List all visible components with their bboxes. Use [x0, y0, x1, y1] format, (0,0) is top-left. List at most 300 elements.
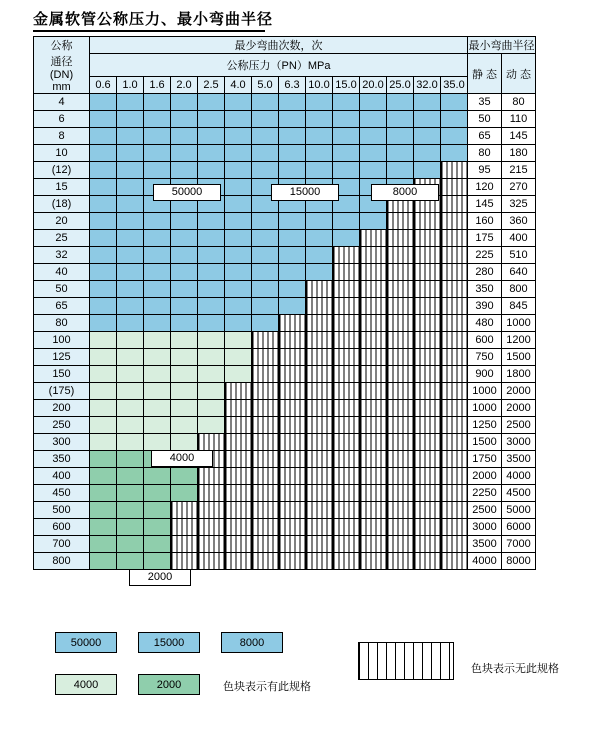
- grid-cell: [252, 468, 279, 485]
- grid-cell: [333, 468, 360, 485]
- legend-swatch-1: [138, 632, 200, 653]
- radius-static-cell: 280: [468, 264, 502, 281]
- grid-cell: [333, 485, 360, 502]
- grid-cell: [252, 298, 279, 315]
- radius-static-cell: 1000: [468, 400, 502, 417]
- legend-swatch-2: [221, 632, 283, 653]
- grid-cell: [171, 417, 198, 434]
- radius-dynamic-cell: 2000: [502, 400, 536, 417]
- grid-cell: [90, 468, 117, 485]
- dn-cell: (18): [34, 196, 90, 213]
- grid-cell: [225, 519, 252, 536]
- grid-cell: [306, 468, 333, 485]
- radius-static-cell: 3000: [468, 519, 502, 536]
- grid-cell: [171, 332, 198, 349]
- grid-cell: [414, 247, 441, 264]
- grid-cell: [117, 162, 144, 179]
- grid-cell: [360, 502, 387, 519]
- radius-dynamic-cell: 640: [502, 264, 536, 281]
- grid-cell: [414, 417, 441, 434]
- grid-cell: [144, 502, 171, 519]
- grid-cell: [90, 417, 117, 434]
- grid-cell: [252, 485, 279, 502]
- grid-cell: [198, 553, 225, 570]
- grid-cell: [414, 366, 441, 383]
- grid-cell: [279, 264, 306, 281]
- grid-cell: [171, 111, 198, 128]
- grid-cell: [441, 485, 468, 502]
- grid-cell: [225, 264, 252, 281]
- grid-cell: [279, 485, 306, 502]
- grid-cell: [441, 213, 468, 230]
- grid-cell: [306, 162, 333, 179]
- table-row: [34, 434, 536, 451]
- grid-cell: [306, 230, 333, 247]
- radius-dynamic-cell: 5000: [502, 502, 536, 519]
- grid-cell: [306, 400, 333, 417]
- pressure-values-row: [34, 77, 536, 94]
- radius-dynamic-cell: 2500: [502, 417, 536, 434]
- grid-cell: [90, 145, 117, 162]
- radius-dynamic-cell: 8000: [502, 553, 536, 570]
- grid-cell: [441, 349, 468, 366]
- grid-cell: [117, 230, 144, 247]
- grid-cell: [387, 451, 414, 468]
- grid-cell: [333, 366, 360, 383]
- grid-cell: [90, 264, 117, 281]
- grid-cell: [252, 536, 279, 553]
- grid-cell: [225, 451, 252, 468]
- grid-cell: [333, 553, 360, 570]
- radius-dynamic-cell: 1500: [502, 349, 536, 366]
- grid-cell: [279, 145, 306, 162]
- grid-cell: [279, 128, 306, 145]
- grid-cell: [387, 553, 414, 570]
- grid-cell: [117, 451, 144, 468]
- grid-cell: [306, 145, 333, 162]
- grid-cell: [279, 451, 306, 468]
- grid-cell: [441, 264, 468, 281]
- grid-cell: [252, 247, 279, 264]
- grid-cell: [117, 485, 144, 502]
- grid-cell: [90, 281, 117, 298]
- dn-header-cell: [34, 37, 90, 94]
- grid-cell: [171, 128, 198, 145]
- grid-cell: [387, 383, 414, 400]
- grid-cell: [333, 247, 360, 264]
- grid-cell: [279, 247, 306, 264]
- grid-cell: [225, 230, 252, 247]
- grid-cell: [333, 145, 360, 162]
- grid-cell: [225, 196, 252, 213]
- grid-cell: [198, 485, 225, 502]
- grid-cell: [171, 145, 198, 162]
- grid-cell: [252, 213, 279, 230]
- radius-static-cell: 350: [468, 281, 502, 298]
- pressure-value-4: 2.5: [198, 77, 225, 94]
- grid-cell: [387, 400, 414, 417]
- grid-cell: [225, 179, 252, 196]
- grid-cell: [117, 111, 144, 128]
- grid-cell: [117, 468, 144, 485]
- grid-cell: [171, 162, 198, 179]
- grid-cell: [333, 213, 360, 230]
- grid-cell: [441, 196, 468, 213]
- grid-cell: [306, 417, 333, 434]
- radius-static-cell: 35: [468, 94, 502, 111]
- grid-cell: [306, 366, 333, 383]
- grid-cell: [225, 502, 252, 519]
- bend-radius-header: 最小弯曲半径: [468, 37, 536, 54]
- grid-cell: [225, 485, 252, 502]
- grid-cell: [441, 332, 468, 349]
- grid-cell: [198, 400, 225, 417]
- grid-cell: [117, 145, 144, 162]
- radius-static-cell: 900: [468, 366, 502, 383]
- grid-cell: [171, 536, 198, 553]
- grid-cell: [441, 536, 468, 553]
- grid-cell: [198, 332, 225, 349]
- radius-static-cell: 3500: [468, 536, 502, 553]
- grid-cell: [279, 400, 306, 417]
- grid-cell: [144, 366, 171, 383]
- grid-cell: [117, 196, 144, 213]
- grid-cell: [225, 111, 252, 128]
- grid-cell: [306, 332, 333, 349]
- grid-cell: [306, 349, 333, 366]
- grid-cell: [441, 247, 468, 264]
- legend-hatch-box: [358, 642, 454, 680]
- pressure-value-0: 0.6: [90, 77, 117, 94]
- grid-cell: [198, 383, 225, 400]
- grid-cell: [225, 162, 252, 179]
- grid-cell: [333, 434, 360, 451]
- grid-cell: [198, 298, 225, 315]
- grid-cell: [198, 94, 225, 111]
- grid-cell: [441, 298, 468, 315]
- grid-cell: [414, 485, 441, 502]
- grid-cell: [252, 128, 279, 145]
- radius-dynamic-cell: 4000: [502, 468, 536, 485]
- dn-cell: 50: [34, 281, 90, 298]
- radius-dynamic-cell: 510: [502, 247, 536, 264]
- grid-cell: [414, 145, 441, 162]
- radius-static-cell: 2500: [468, 502, 502, 519]
- radius-dynamic-cell: 180: [502, 145, 536, 162]
- grid-cell: [117, 315, 144, 332]
- grid-cell: [117, 536, 144, 553]
- overlay-label-3: 4000: [151, 450, 213, 467]
- pressure-value-11: 25.0: [387, 77, 414, 94]
- grid-cell: [252, 264, 279, 281]
- grid-cell: [306, 536, 333, 553]
- grid-cell: [171, 468, 198, 485]
- pressure-value-1: 1.0: [117, 77, 144, 94]
- grid-cell: [414, 383, 441, 400]
- grid-cell: [117, 213, 144, 230]
- grid-cell: [117, 553, 144, 570]
- grid-cell: [117, 281, 144, 298]
- grid-cell: [225, 145, 252, 162]
- radius-static-cell: 480: [468, 315, 502, 332]
- grid-cell: [414, 298, 441, 315]
- grid-cell: [360, 315, 387, 332]
- grid-cell: [252, 162, 279, 179]
- grid-cell: [333, 315, 360, 332]
- table-row: [34, 247, 536, 264]
- dn-cell: 350: [34, 451, 90, 468]
- grid-cell: [198, 519, 225, 536]
- grid-cell: [414, 434, 441, 451]
- grid-cell: [144, 162, 171, 179]
- dn-cell: 500: [34, 502, 90, 519]
- dn-cell: 15: [34, 179, 90, 196]
- radius-dynamic-cell: 2000: [502, 383, 536, 400]
- grid-cell: [171, 298, 198, 315]
- grid-cell: [171, 315, 198, 332]
- grid-cell: [171, 230, 198, 247]
- grid-cell: [360, 298, 387, 315]
- grid-cell: [225, 332, 252, 349]
- pressure-value-6: 5.0: [252, 77, 279, 94]
- grid-cell: [90, 162, 117, 179]
- grid-cell: [387, 366, 414, 383]
- pressure-value-9: 15.0: [333, 77, 360, 94]
- grid-cell: [252, 400, 279, 417]
- grid-cell: [360, 332, 387, 349]
- dn-cell: 65: [34, 298, 90, 315]
- grid-cell: [90, 485, 117, 502]
- grid-cell: [360, 451, 387, 468]
- grid-cell: [414, 264, 441, 281]
- grid-cell: [441, 162, 468, 179]
- grid-cell: [198, 162, 225, 179]
- grid-cell: [144, 111, 171, 128]
- grid-cell: [117, 264, 144, 281]
- grid-cell: [198, 281, 225, 298]
- table-row: [34, 502, 536, 519]
- grid-cell: [360, 145, 387, 162]
- grid-cell: [279, 468, 306, 485]
- dn-header-line-4: mm: [52, 81, 71, 93]
- table-row: [34, 281, 536, 298]
- grid-cell: [306, 213, 333, 230]
- dn-cell: 10: [34, 145, 90, 162]
- grid-cell: [279, 230, 306, 247]
- grid-cell: [225, 383, 252, 400]
- grid-cell: [360, 230, 387, 247]
- grid-cell: [144, 128, 171, 145]
- grid-cell: [333, 264, 360, 281]
- radius-static-cell: 1250: [468, 417, 502, 434]
- grid-cell: [252, 434, 279, 451]
- grid-cell: [414, 111, 441, 128]
- grid-cell: [414, 349, 441, 366]
- radius-dynamic-header: 动 态: [502, 54, 536, 94]
- grid-cell: [387, 502, 414, 519]
- legend-swatch-label-0: 50000: [55, 632, 117, 653]
- grid-cell: [414, 315, 441, 332]
- grid-cell: [252, 349, 279, 366]
- radius-static-cell: 1000: [468, 383, 502, 400]
- grid-cell: [333, 94, 360, 111]
- overlay-label-4: 2000: [129, 569, 191, 586]
- pressure-value-7: 6.3: [279, 77, 306, 94]
- grid-cell: [333, 502, 360, 519]
- grid-cell: [252, 281, 279, 298]
- grid-cell: [252, 315, 279, 332]
- dn-cell: (12): [34, 162, 90, 179]
- grid-cell: [198, 111, 225, 128]
- grid-cell: [387, 247, 414, 264]
- grid-cell: [387, 281, 414, 298]
- legend-hatch-swatch: [358, 642, 454, 680]
- grid-cell: [279, 94, 306, 111]
- grid-cell: [144, 298, 171, 315]
- grid-cell: [306, 315, 333, 332]
- grid-cell: [441, 553, 468, 570]
- grid-cell: [333, 111, 360, 128]
- grid-cell: [333, 332, 360, 349]
- grid-cell: [441, 128, 468, 145]
- table-body: [34, 94, 536, 570]
- grid-cell: [117, 332, 144, 349]
- grid-cell: [117, 298, 144, 315]
- grid-cell: [117, 179, 144, 196]
- grid-cell: [387, 315, 414, 332]
- radius-dynamic-cell: 4500: [502, 485, 536, 502]
- grid-cell: [306, 128, 333, 145]
- overlay-label-0: 50000: [153, 184, 221, 201]
- grid-cell: [333, 128, 360, 145]
- grid-cell: [414, 94, 441, 111]
- grid-cell: [360, 264, 387, 281]
- grid-cell: [90, 536, 117, 553]
- grid-cell: [90, 349, 117, 366]
- pressure-header: 公称压力（PN）MPa: [90, 54, 468, 77]
- grid-cell: [306, 281, 333, 298]
- pressure-value-12: 32.0: [414, 77, 441, 94]
- grid-cell: [360, 553, 387, 570]
- grid-cell: [117, 366, 144, 383]
- radius-dynamic-cell: 325: [502, 196, 536, 213]
- grid-cell: [252, 94, 279, 111]
- grid-cell: [387, 536, 414, 553]
- dn-cell: 40: [34, 264, 90, 281]
- radius-static-cell: 175: [468, 230, 502, 247]
- grid-cell: [414, 332, 441, 349]
- radius-static-cell: 390: [468, 298, 502, 315]
- grid-cell: [360, 400, 387, 417]
- grid-cell: [387, 417, 414, 434]
- radius-dynamic-cell: 215: [502, 162, 536, 179]
- dn-cell: 200: [34, 400, 90, 417]
- table-row: [34, 349, 536, 366]
- table-row: [34, 553, 536, 570]
- grid-cell: [144, 281, 171, 298]
- radius-dynamic-cell: 800: [502, 281, 536, 298]
- radius-static-cell: 2000: [468, 468, 502, 485]
- grid-cell: [360, 519, 387, 536]
- overlay-label-2: 8000: [371, 184, 439, 201]
- grid-cell: [225, 315, 252, 332]
- grid-cell: [198, 247, 225, 264]
- grid-cell: [171, 502, 198, 519]
- grid-cell: [252, 553, 279, 570]
- table-row: [34, 366, 536, 383]
- table-row: [34, 468, 536, 485]
- grid-cell: [360, 417, 387, 434]
- grid-cell: [333, 349, 360, 366]
- grid-cell: [387, 434, 414, 451]
- table-row: [34, 536, 536, 553]
- grid-cell: [306, 111, 333, 128]
- grid-cell: [360, 485, 387, 502]
- grid-cell: [117, 400, 144, 417]
- grid-cell: [225, 349, 252, 366]
- grid-cell: [387, 213, 414, 230]
- grid-cell: [279, 298, 306, 315]
- grid-cell: [171, 383, 198, 400]
- grid-cell: [360, 111, 387, 128]
- grid-cell: [252, 145, 279, 162]
- grid-cell: [90, 434, 117, 451]
- grid-cell: [414, 230, 441, 247]
- table-row: [34, 111, 536, 128]
- grid-cell: [333, 451, 360, 468]
- dn-cell: 300: [34, 434, 90, 451]
- grid-cell: [306, 519, 333, 536]
- grid-cell: [306, 94, 333, 111]
- grid-cell: [225, 213, 252, 230]
- grid-cell: [198, 536, 225, 553]
- pressure-value-3: 2.0: [171, 77, 198, 94]
- grid-cell: [225, 536, 252, 553]
- grid-cell: [144, 94, 171, 111]
- radius-dynamic-cell: 1000: [502, 315, 536, 332]
- grid-cell: [441, 400, 468, 417]
- grid-cell: [306, 247, 333, 264]
- grid-cell: [360, 434, 387, 451]
- legend-swatch-3: [55, 674, 117, 695]
- dn-header-line-1: 公称: [50, 40, 73, 52]
- grid-cell: [171, 264, 198, 281]
- grid-cell: [441, 519, 468, 536]
- grid-cell: [360, 349, 387, 366]
- grid-cell: [387, 230, 414, 247]
- grid-cell: [387, 349, 414, 366]
- radius-dynamic-cell: 1800: [502, 366, 536, 383]
- grid-cell: [414, 400, 441, 417]
- table-row: [34, 213, 536, 230]
- grid-cell: [198, 434, 225, 451]
- radius-static-cell: 1750: [468, 451, 502, 468]
- grid-cell: [90, 519, 117, 536]
- grid-cell: [90, 298, 117, 315]
- grid-cell: [90, 332, 117, 349]
- radius-static-cell: 95: [468, 162, 502, 179]
- grid-cell: [90, 383, 117, 400]
- grid-cell: [387, 332, 414, 349]
- spec-table-wrapper: [33, 36, 536, 583]
- grid-cell: [90, 247, 117, 264]
- grid-cell: [225, 128, 252, 145]
- grid-cell: [171, 213, 198, 230]
- table-row: [34, 383, 536, 400]
- grid-cell: [333, 230, 360, 247]
- grid-cell: [414, 451, 441, 468]
- grid-cell: [90, 94, 117, 111]
